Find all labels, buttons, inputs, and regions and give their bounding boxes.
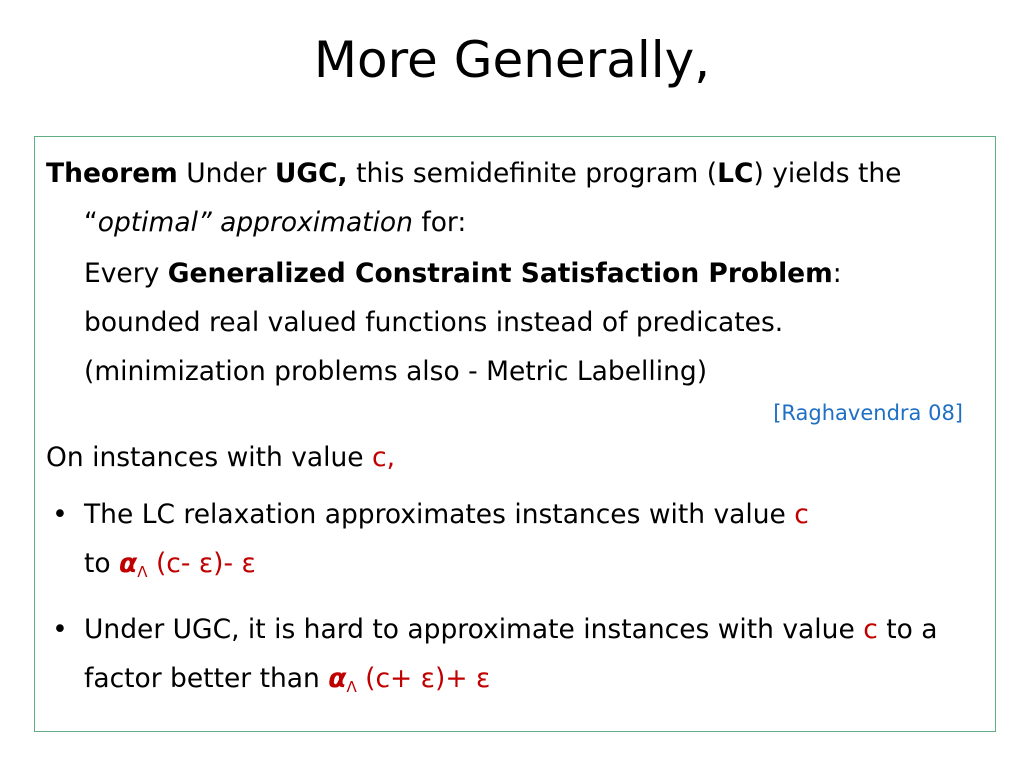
lambda-subscript: Λ <box>346 678 357 696</box>
alpha-symbol: α <box>119 548 138 579</box>
gcsp-line-2: bounded real valued functions instead of predicates. <box>84 307 784 338</box>
gcsp-line-3: (minimization problems also - Metric Labelling) <box>84 356 708 387</box>
bullet-2-expression: (c+ ε)+ ε <box>356 663 491 694</box>
bullet-1-expression: (c- ε)- ε <box>147 548 256 579</box>
bullet-item-hardness <box>46 605 981 712</box>
bullet-2-text-factor: to a factor better than <box>84 614 938 694</box>
bullet-marker: • <box>52 614 68 645</box>
content-box <box>34 136 996 732</box>
lc-term: LC <box>717 158 754 189</box>
theorem-label: Theorem <box>46 158 178 189</box>
theorem-text-yields: yields the “ <box>84 158 902 238</box>
ugc-term: UGC, <box>274 158 348 189</box>
bullet-marker: • <box>52 499 68 530</box>
theorem-text-under: Under <box>177 158 275 189</box>
bullet-1-text-to: to <box>84 548 120 579</box>
theorem-text-close: ) <box>753 158 764 189</box>
optimal-approximation: optimal” approximation <box>97 207 413 238</box>
bullet-item-relaxation <box>46 490 981 597</box>
gcsp-line-1 <box>84 249 981 298</box>
bullet-2-value-c: c <box>863 614 878 645</box>
gcsp-every: Every <box>84 258 168 289</box>
instances-line <box>46 433 981 482</box>
bullet-1-value-c: c <box>794 499 809 530</box>
lambda-subscript: Λ <box>137 563 148 581</box>
bullet-2-text: Under UGC, it is hard to approximate instances with value <box>84 614 864 645</box>
bullet-1-formula <box>119 548 256 579</box>
instances-value: c, <box>372 442 396 473</box>
instances-text: On instances with value <box>46 442 373 473</box>
alpha-symbol: α <box>328 663 347 694</box>
bullet-1-text: The LC relaxation approximates instances with value <box>84 499 795 530</box>
bullet-2-formula <box>328 663 490 694</box>
gcsp-colon: : <box>832 258 842 289</box>
theorem-text-for: for: <box>412 207 467 238</box>
slide-title: More Generally, <box>313 31 711 89</box>
gcsp-block <box>46 249 981 396</box>
theorem-statement <box>46 149 981 247</box>
theorem-text-sdp: this semidefinite program ( <box>347 158 718 189</box>
gcsp-problem-name: Generalized Constraint Satisfaction Problem <box>167 258 833 289</box>
citation: [Raghavendra 08] <box>773 401 963 425</box>
